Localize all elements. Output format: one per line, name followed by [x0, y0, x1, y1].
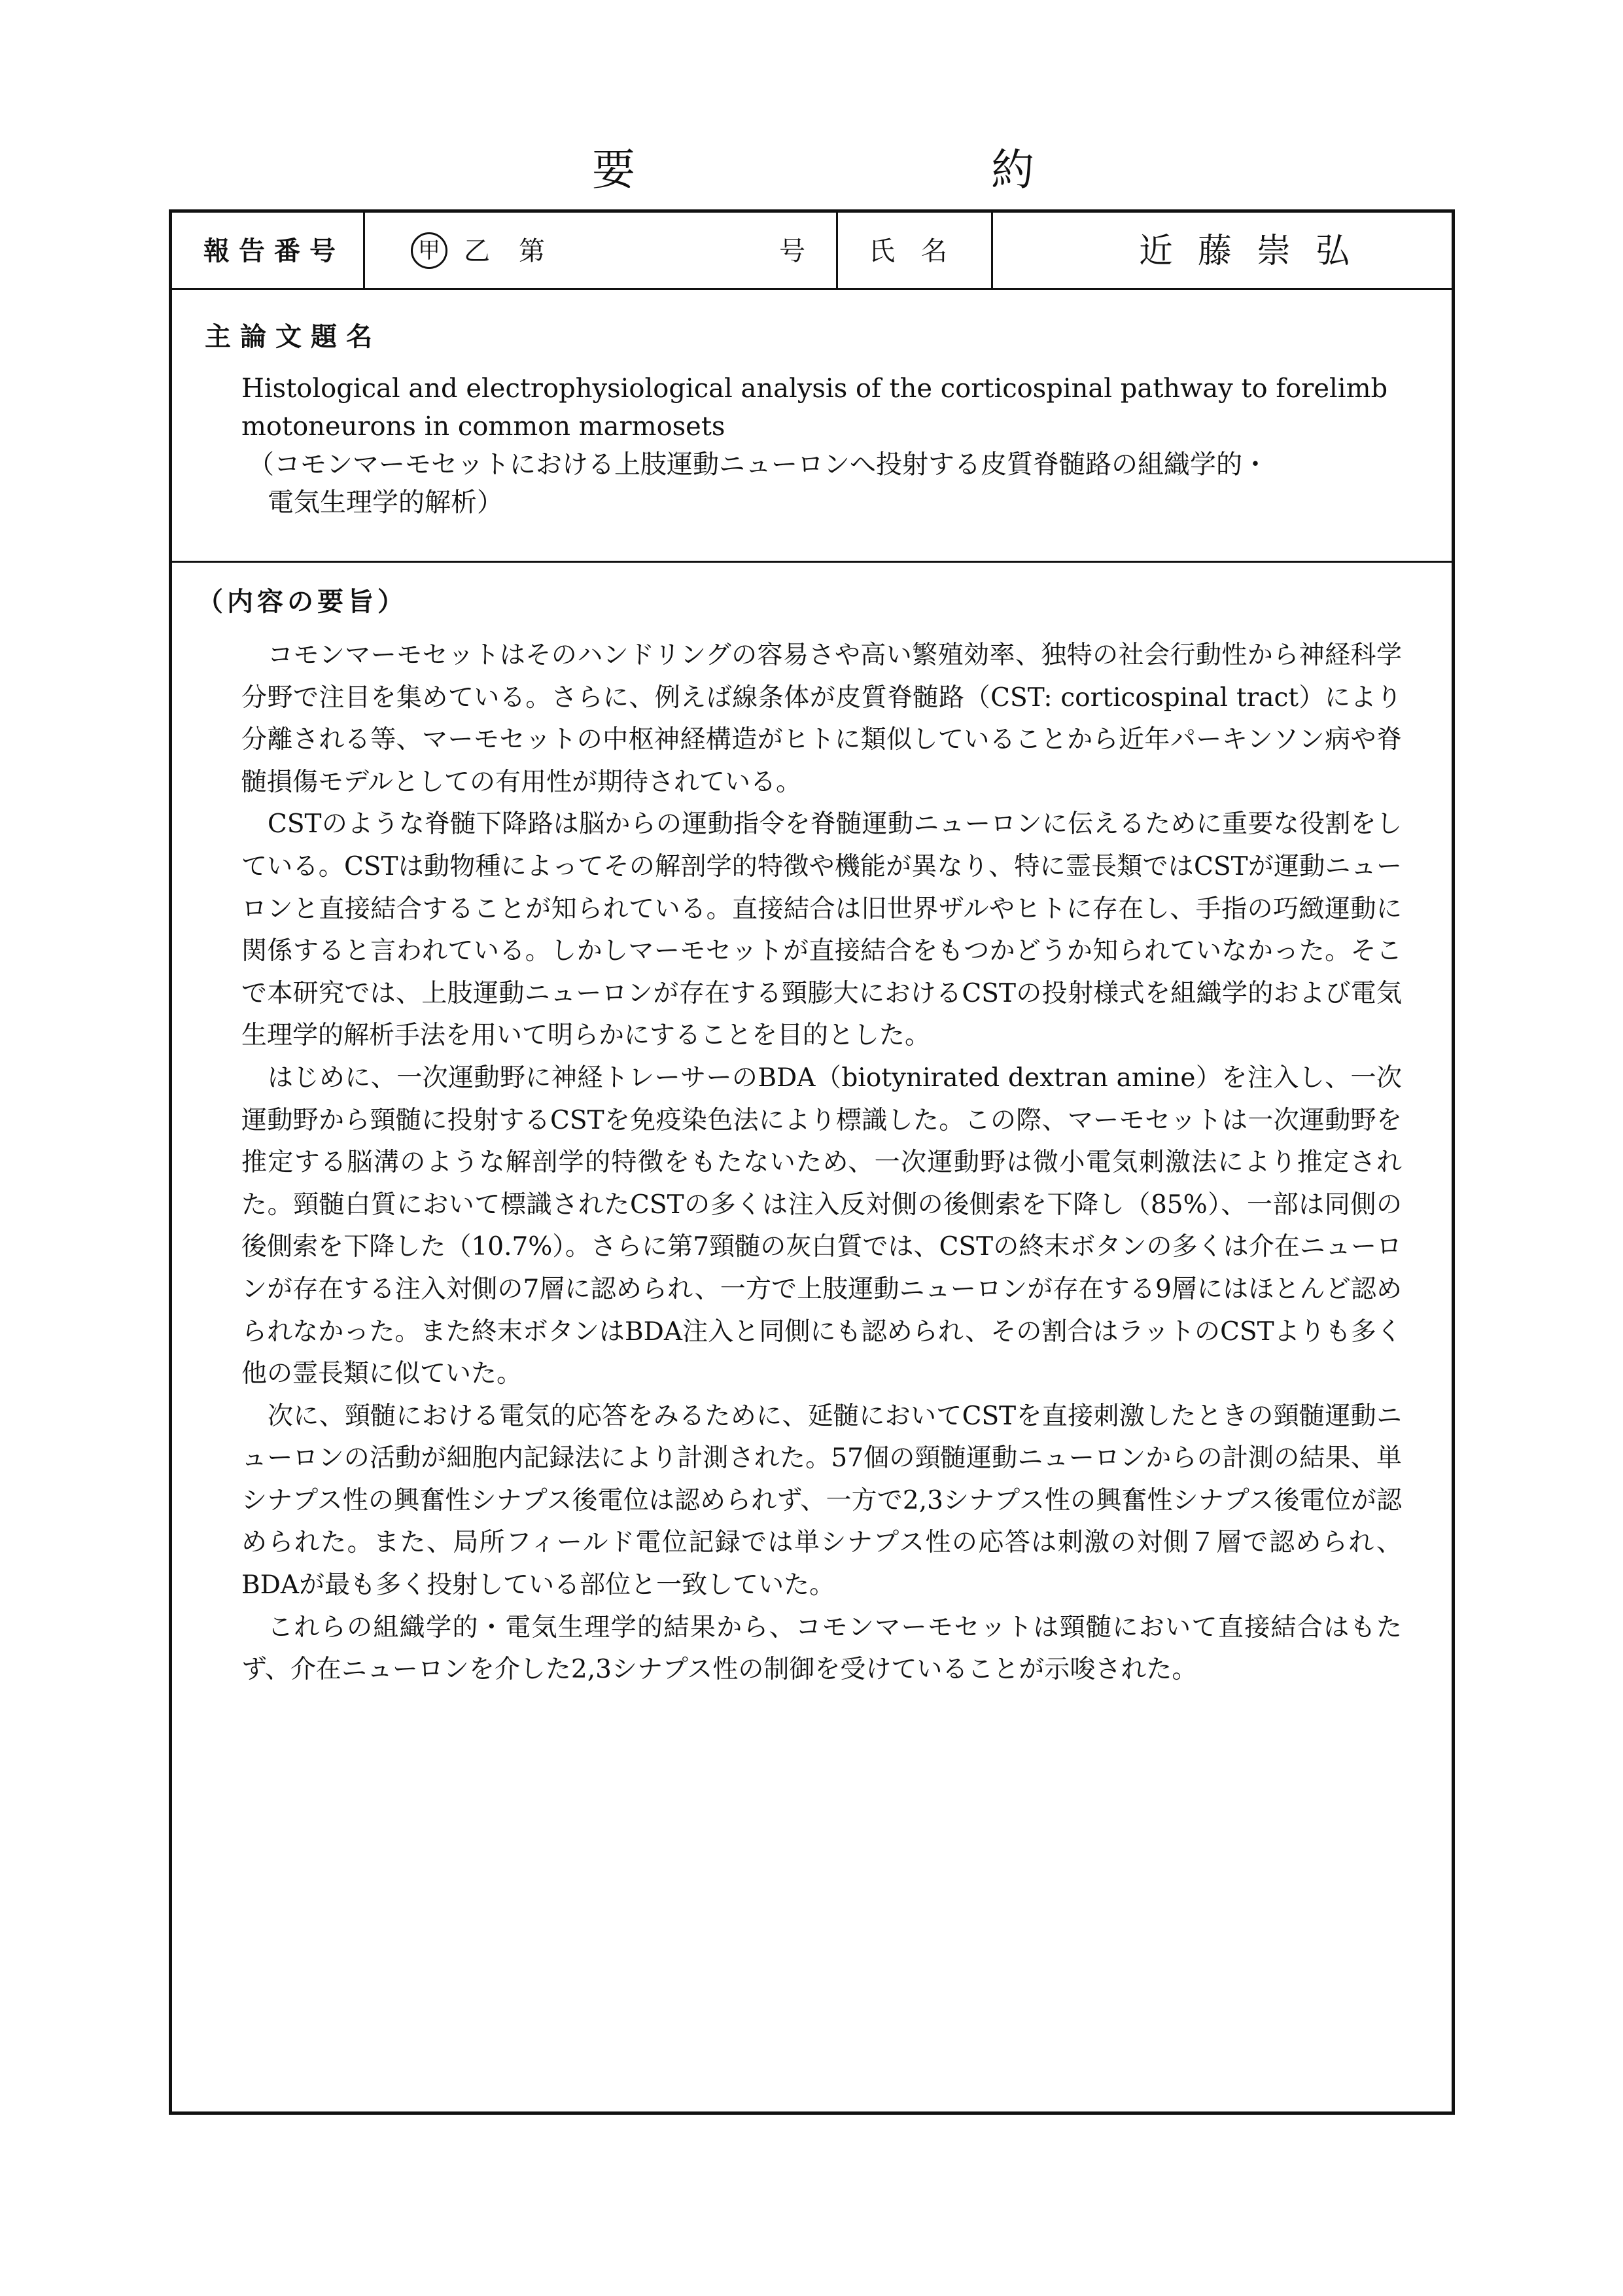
page-title-char-2: 約	[991, 145, 1034, 195]
otsu-text: 乙	[464, 236, 490, 266]
thesis-title	[241, 370, 1419, 521]
summary-label: （内容の要旨）	[197, 587, 408, 617]
summary-paragraph: コモンマーモセットはそのハンドリングの容易さや高い繁殖効率、独特の社会行動性から神経科学分野で注目を集めている。さらに、例えば線条体が皮質脊髄路（CST: corticospinal tract）により分離される等、マーモセットの中枢神経構造がヒトに類似していることから近年パーキンソン病や脊髄損傷モデルとしての有用性が期待されている。	[241, 641, 1402, 797]
author-name: 近藤崇弘	[1138, 232, 1374, 271]
summary-body	[241, 635, 1402, 1691]
divider-2	[836, 213, 838, 290]
summary-paragraph: これらの組織学的・電気生理学的結果から、コモンマーモセットは頸髄において直接結合はもたず、介在ニューロンを介した2,3シナプス性の制御を受けていることが示唆された。	[241, 1612, 1402, 1685]
summary-paragraph: はじめに、一次運動野に神経トレーサーのBDA（biotynirated dextran amine）を注入し、一次運動野から頸髄に投射するCSTを免疫染色法により標識した。この際、マーモセットは一次運動野を推定する脳溝のような解剖学的特徴をもたないため、一次運動野は微小電気刺激法により推定された。頸髄白質において標識されたCSTの多くは注入反対側の後側索を下降し（85%）、一部は同側の後側索を下降した（10.7%）。さらに第7頸髄の灰白質では、CSTの終末ボタンの多くは介在ニューロンが存在する注入対側の7層に認められ、一方で上肢運動ニューロンが存在する9層にはほとんど認められなかった。また終末ボタンはBDA注入と同側にも認められ、その割合はラットのCSTよりも多く他の霊長類に似ていた。	[241, 1063, 1402, 1389]
divider-1	[363, 213, 365, 290]
page-title-char-1: 要	[592, 145, 635, 195]
page-title	[0, 134, 1623, 206]
thesis-title-label: 主論文題名	[205, 322, 381, 352]
report-number-label: 報告番号	[203, 236, 345, 266]
divider-3	[991, 213, 993, 290]
gou-text: 号	[779, 236, 805, 266]
thesis-title-english-1: Histological and electrophysiological analysis of the corticospinal pathway to forelimb	[241, 374, 1388, 404]
kou-mark: 甲	[411, 232, 447, 269]
thesis-title-japanese-1: （コモンマーモセットにおける上肢運動ニューロンへ投射する皮質脊髄路の組織学的・	[248, 450, 1268, 480]
thesis-title-english-2: motoneurons in common marmosets	[241, 412, 725, 442]
dai-text: 第	[519, 236, 545, 266]
summary-paragraph: CSTのような脊髄下降路は脳からの運動指令を脊髄運動ニューロンに伝えるために重要な役割をしている。CSTは動物種によってその解剖学的特徴や機能が異なり、特に霊長類ではCSTが運動ニューロンと直接結合することが知られている。直接結合は旧世界ザルやヒトに存在し、手指の巧緻運動に関係すると言われている。しかしマーモセットが直接結合をもつかどうか知られていなかった。そこで本研究では、上肢運動ニューロンが存在する頸膨大におけるCSTの投射様式を組織学的および電気生理学的解析手法を用いて明らかにすることを目的とした。	[241, 809, 1402, 1051]
name-label: 氏 名	[869, 236, 947, 266]
summary-paragraph: 次に、頸髄における電気的応答をみるために、延髄においてCSTを直接刺激したときの頸髄運動ニューロンの活動が細胞内記録法により計測された。57個の頸髄運動ニューロンからの計測の結果、単シナプス性の興奮性シナプス後電位は認められず、一方で2,3シナプス性の興奮性シナプス後電位が認められた。また、局所フィールド電位記録では単シナプス性の応答は刺激の対側７層で認められ、BDAが最も多く投射している部位と一致していた。	[241, 1401, 1402, 1600]
row-divider-1	[172, 288, 1452, 290]
row-divider-2	[172, 561, 1452, 563]
thesis-title-japanese-2: 電気生理学的解析）	[268, 487, 503, 518]
summary-form	[169, 209, 1455, 2115]
